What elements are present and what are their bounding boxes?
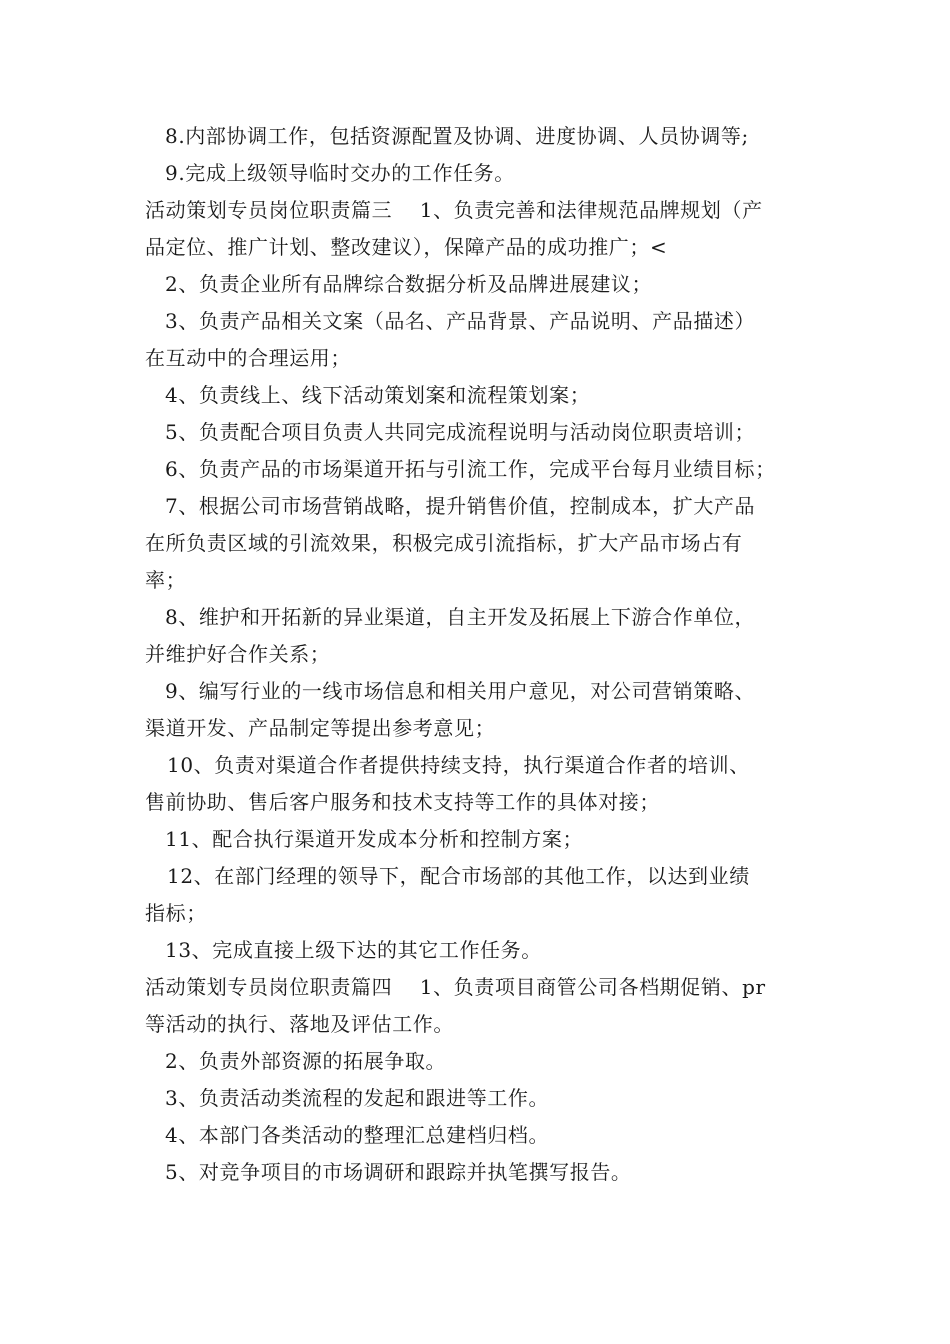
text-line: 在互动中的合理运用； xyxy=(145,346,351,370)
text-line: 9.完成上级领导临时交办的工作任务。 xyxy=(165,161,515,185)
text-line: 6、负责产品的市场渠道开拓与引流工作，完成平台每月业绩目标； xyxy=(165,457,776,481)
text-line: 3、负责产品相关文案（品名、产品背景、产品说明、产品描述） xyxy=(165,309,756,333)
text-line: 5、负责配合项目负责人共同完成流程说明与活动岗位职责培训； xyxy=(165,420,756,444)
text-line: 11、配合执行渠道开发成本分析和控制方案； xyxy=(165,827,584,851)
text-line: 4、负责线上、线下活动策划案和流程策划案； xyxy=(165,383,591,407)
text-line: 并维护好合作关系； xyxy=(145,642,331,666)
section-heading-line: 活动策划专员岗位职责篇三 1、负责完善和法律规范品牌规划（产 xyxy=(145,198,763,222)
text-line: 8、维护和开拓新的异业渠道，自主开发及拓展上下游合作单位， xyxy=(165,605,756,629)
text-line: 3、负责活动类流程的发起和跟进等工作。 xyxy=(165,1086,550,1110)
text-line: 在所负责区域的引流效果，积极完成引流指标，扩大产品市场占有 xyxy=(145,531,743,555)
text-line: 渠道开发、产品制定等提出参考意见； xyxy=(145,716,496,740)
text-line: 2、负责外部资源的拓展争取。 xyxy=(165,1049,447,1073)
section-heading-line: 活动策划专员岗位职责篇四 1、负责项目商管公司各档期促销、pr xyxy=(145,975,766,999)
text-line: 7、根据公司市场营销战略，提升销售价值，控制成本，扩大产品 xyxy=(165,494,756,518)
text-line: 8.内部协调工作，包括资源配置及协调、进度协调、人员协调等; xyxy=(165,124,749,148)
text-line: 2、负责企业所有品牌综合数据分析及品牌进展建议； xyxy=(165,272,653,296)
text-line: 12、在部门经理的领导下，配合市场部的其他工作，以达到业绩 xyxy=(167,864,750,888)
text-line: 9、编写行业的一线市场信息和相关用户意见，对公司营销策略、 xyxy=(165,679,756,703)
document-page xyxy=(145,118,815,1191)
text-line: 10、负责对渠道合作者提供持续支持，执行渠道合作者的培训、 xyxy=(167,753,750,777)
text-line: 4、本部门各类活动的整理汇总建档归档。 xyxy=(165,1123,550,1147)
text-line: 等活动的执行、落地及评估工作。 xyxy=(145,1012,454,1036)
text-line: 指标； xyxy=(145,901,207,925)
text-line: 率； xyxy=(145,568,187,592)
text-line: 5、对竞争项目的市场调研和跟踪并执笔撰写报告。 xyxy=(165,1160,632,1184)
text-line: 品定位、推广计划、整改建议），保障产品的成功推广；< xyxy=(145,235,668,259)
text-line: 13、完成直接上级下达的其它工作任务。 xyxy=(165,938,542,962)
text-line: 售前协助、售后客户服务和技术支持等工作的具体对接； xyxy=(145,790,660,814)
